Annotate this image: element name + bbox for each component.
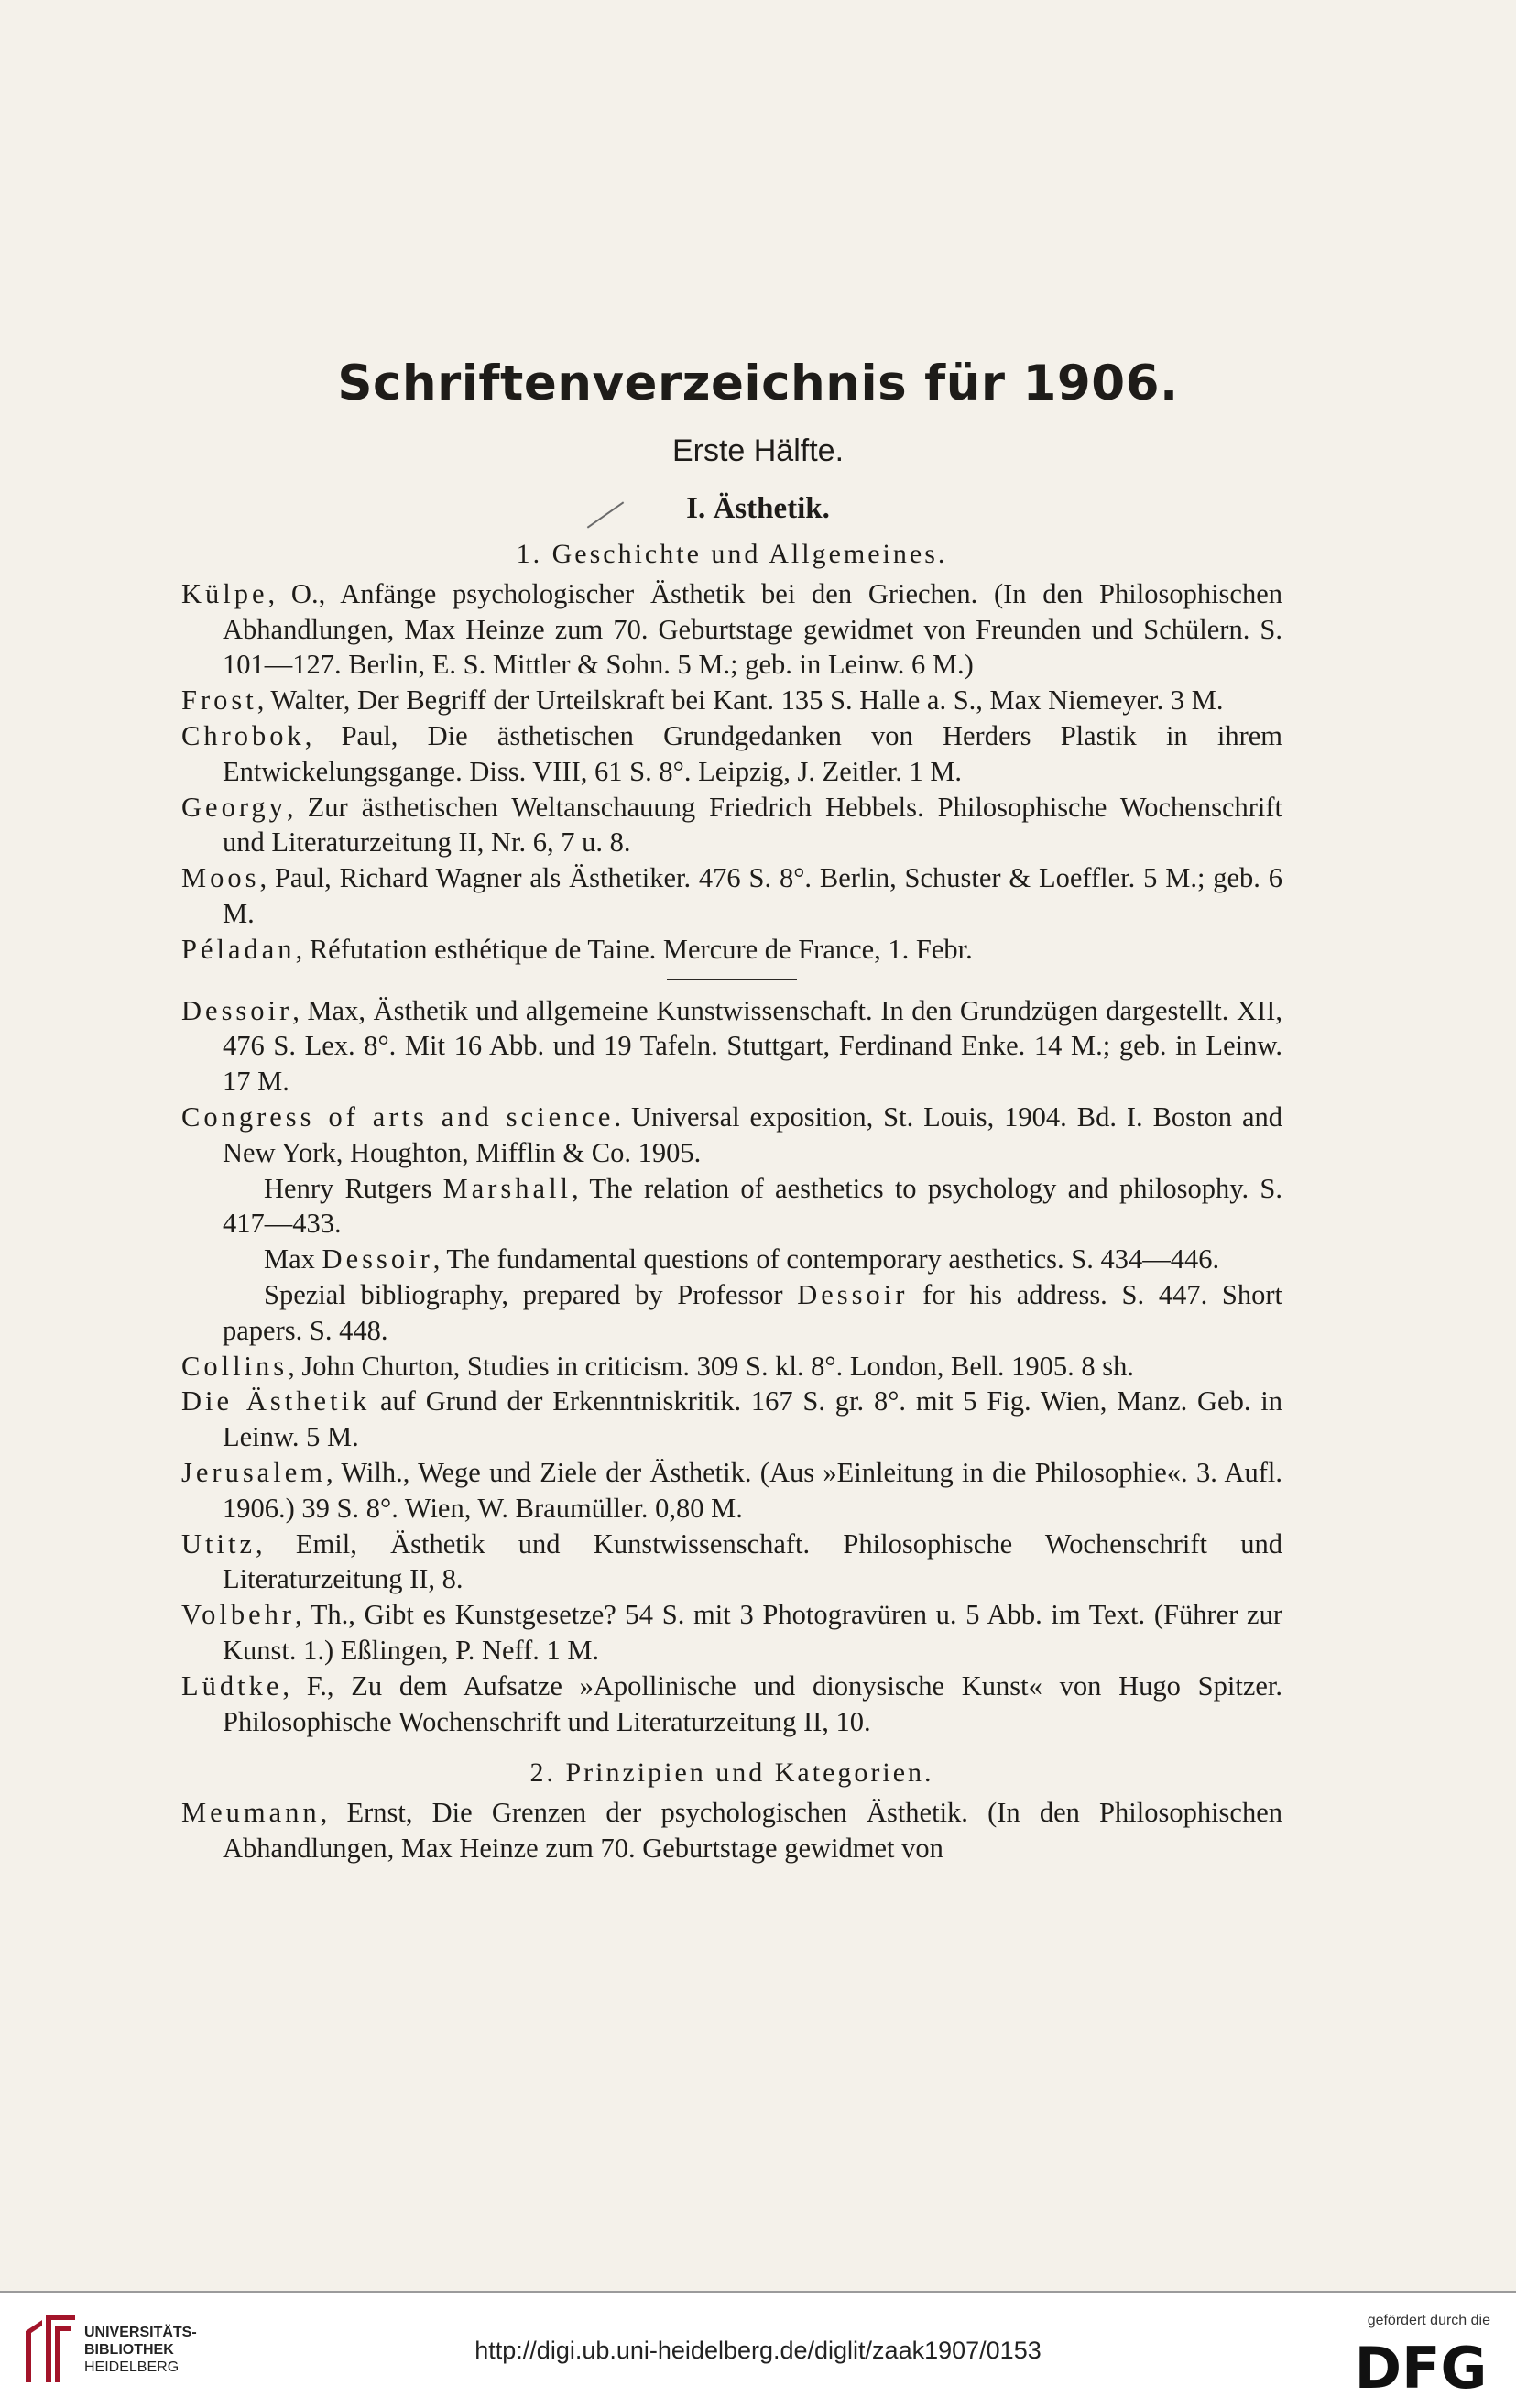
entry-list-d <box>181 1795 1282 1866</box>
entry-author: Frost <box>181 684 257 717</box>
bibliography-body <box>181 537 1282 1866</box>
entry-details: , Th., Gibt es Kunstgesetze? 54 S. mit 3 Photogravüren u. 5 Abb. im Text. (Führer zur Kunst. 1.) Eßlingen, P. Neff. 1 M. <box>223 1599 1282 1666</box>
entry-author: Volbehr <box>181 1599 296 1631</box>
bibliography-entry <box>181 1100 1282 1171</box>
entry-list-congress-papers <box>181 1171 1282 1349</box>
bibliography-entry <box>181 860 1282 932</box>
paper-details: , The relation of aesthetics to psychology and philosophy. S. 417—433. <box>223 1172 1282 1240</box>
bibliography-entry <box>181 683 1282 718</box>
bibliography-entry <box>181 718 1282 790</box>
entry-details: , Réfutation esthétique de Taine. Mercure de France, 1. Febr. <box>295 933 973 965</box>
dfg-logo-icon <box>1347 2335 1494 2397</box>
entry-details: . Universal exposition, St. Louis, 1904. Bd. I. Boston and New York, Houghton, Mifflin & Co. 1905. <box>223 1100 1282 1168</box>
bibliography-entry <box>181 1597 1282 1669</box>
paper-author: Dessoir <box>797 1278 909 1310</box>
entry-list-a <box>181 576 1282 968</box>
entry-author: Congress of arts and science <box>181 1100 615 1133</box>
bibliography-entry <box>181 1384 1282 1455</box>
bibliography-entry <box>181 993 1282 1100</box>
congress-paper-entry <box>181 1242 1282 1277</box>
entry-details: , Zur ästhetischen Weltanschauung Friedrich Hebbels. Philosophische Wochenschrift und Literaturzeitung II, Nr. 6, 7 u. 8. <box>223 791 1282 859</box>
bibliography-entry <box>181 1795 1282 1866</box>
source-url[interactable]: http://digi.ub.uni-heidelberg.de/diglit/zaak1907/0153 <box>474 2337 1042 2364</box>
entry-author: Collins <box>181 1350 289 1382</box>
entry-author: Lüdtke <box>181 1669 283 1702</box>
library-name-line3: HEIDELBERG <box>84 2359 180 2375</box>
entry-list-b <box>181 993 1282 1171</box>
divider-rule <box>667 979 797 980</box>
subsection-heading-2: 2. Prinzipien und Kategorien. <box>529 1757 934 1789</box>
paper-prefix: Spezial bibliography, prepared by Professor <box>264 1278 798 1310</box>
bibliography-entry <box>181 1669 1282 1740</box>
entry-author: Die Ästhetik <box>181 1385 371 1417</box>
entry-details: auf Grund der Erkenntniskritik. 167 S. gr. 8°. mit 5 Fig. Wien, Manz. Geb. in Leinw. 5 M. <box>223 1385 1282 1453</box>
bibliography-entry <box>181 1349 1282 1385</box>
entry-author: Dessoir <box>181 994 293 1026</box>
bibliography-entry <box>181 790 1282 861</box>
bibliography-entry <box>181 1455 1282 1527</box>
entry-author: Meumann <box>181 1797 321 1829</box>
subsection-heading-1: 1. Geschichte und Allgemeines. <box>516 539 948 569</box>
entry-details: , Max, Ästhetik und allgemeine Kunstwissenschaft. In den Grundzügen dargestellt. XII, 476 S. Lex. 8°. Mit 16 Abb. und 19 Tafeln. Stuttgart, Ferdinand Enke. 14 M.; geb. in Leinw. 17 M. <box>223 994 1282 1098</box>
section-heading-main: I. Ästhetik. <box>686 492 830 525</box>
bibliography-entry <box>181 932 1282 968</box>
entry-author: Külpe <box>181 577 268 609</box>
page-title: Schriftenverzeichnis für 1906. <box>337 356 1179 411</box>
entry-author: Chrobok <box>181 719 305 751</box>
entry-details: , Paul, Die ästhetischen Grundgedanken von Herders Plastik in ihrem Entwickelungsgange. Diss. VIII, 61 S. 8°. Leipzig, J. Zeitler. 1 M. <box>223 719 1282 787</box>
entry-details: , Walter, Der Begriff der Urteilskraft bei Kant. 135 S. Halle a. S., Max Niemeyer. 3 M. <box>256 684 1224 717</box>
paper-prefix: Henry Rutgers <box>264 1172 443 1204</box>
entry-details: , Ernst, Die Grenzen der psychologischen Ästhetik. (In den Philosophischen Abhandlungen, Max Heinze zum 70. Geburtstage gewidmet von <box>223 1797 1282 1864</box>
entry-author: Jerusalem <box>181 1456 326 1488</box>
bibliography-entry <box>181 576 1282 683</box>
entry-details: , O., Anfänge psychologischer Ästhetik bei den Griechen. (In den Philosophischen Abhandlungen, Max Heinze zum 70. Geburtstage gewidmet von Freunden und Schülern. S. 101—127. Berlin, E. S. Mittler & Sohn. 5 M.; geb. in Leinw. 6 M.) <box>223 577 1282 681</box>
dfg-logo-text: DFG <box>1354 2335 1488 2397</box>
paper-author: Dessoir <box>322 1243 433 1275</box>
library-name-line1: UNIVERSITÄTS- <box>84 2325 197 2340</box>
bibliography-entry <box>181 1527 1282 1598</box>
entry-list-c <box>181 1349 1282 1740</box>
library-name-line2: BIBLIOTHEK <box>84 2342 174 2358</box>
funded-by-label: gefördert durch die <box>1367 2313 1490 2328</box>
paper-details: for his address. S. 447. Short papers. S. 448. <box>223 1278 1282 1346</box>
entry-author: Georgy <box>181 791 287 823</box>
page-subtitle: Erste Hälfte. <box>671 433 845 468</box>
paper-author: Marshall <box>442 1172 573 1204</box>
paper-details: , The fundamental questions of contemporary aesthetics. S. 434—446. <box>432 1243 1220 1275</box>
entry-details: , Emil, Ästhetik und Kunstwissenschaft. Philosophische Wochenschrift und Literaturzeitung II, 8. <box>223 1527 1282 1595</box>
congress-paper-entry <box>181 1171 1282 1242</box>
entry-author: Péladan <box>181 933 296 965</box>
entry-details: , F., Zu dem Aufsatze »Apollinische und dionysische Kunst« von Hugo Spitzer. Philosophische Wochenschrift und Literaturzeitung II, 10. <box>223 1669 1282 1737</box>
paper-prefix: Max <box>264 1243 322 1275</box>
congress-paper-entry <box>181 1277 1282 1349</box>
entry-author: Utitz <box>181 1527 256 1560</box>
entry-details: , Wilh., Wege und Ziele der Ästhetik. (Aus »Einleitung in die Philosophie«. 3. Aufl. 1906.) 39 S. 8°. Wien, W. Braumüller. 0,80 M. <box>223 1456 1282 1524</box>
entry-details: , Paul, Richard Wagner als Ästhetiker. 476 S. 8°. Berlin, Schuster & Loeffler. 5 M.; geb. 6 M. <box>223 862 1282 929</box>
digitization-footer <box>0 2291 1516 2408</box>
entry-details: , John Churton, Studies in criticism. 309 S. kl. 8°. London, Bell. 1905. 8 sh. <box>288 1350 1134 1382</box>
entry-author: Moos <box>181 862 260 894</box>
